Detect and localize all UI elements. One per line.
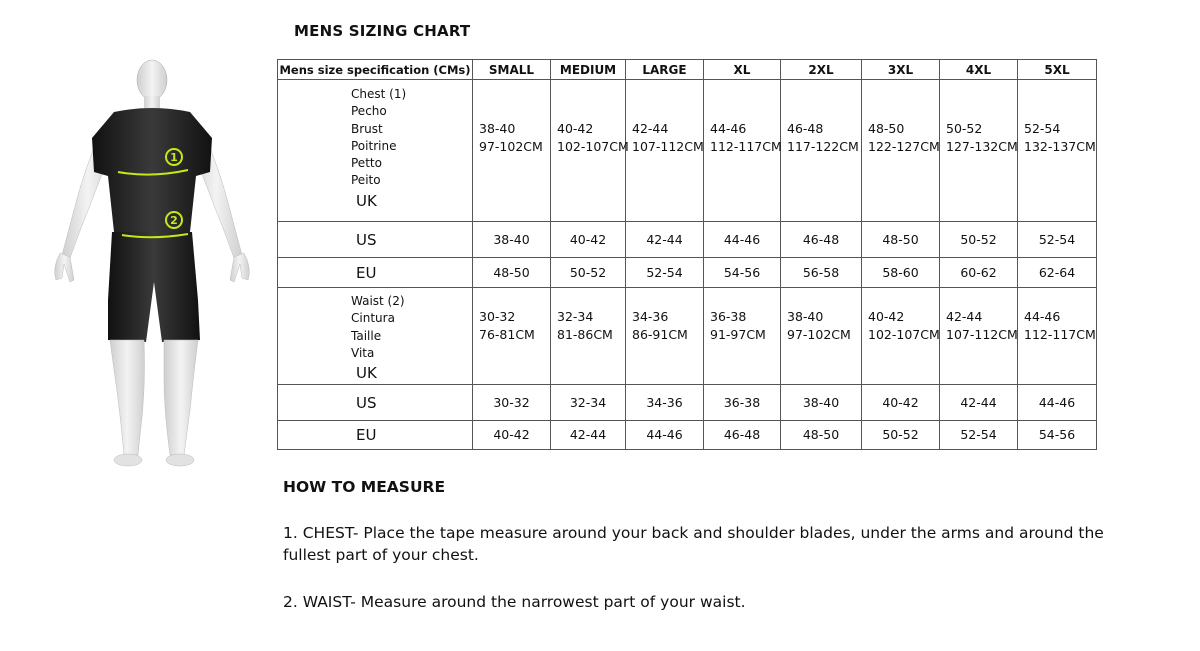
waist-label-cell xyxy=(278,288,473,385)
how-to-measure-heading: HOW TO MEASURE xyxy=(283,478,446,496)
header-cell: SMALL xyxy=(473,60,551,80)
chest-label: Petto xyxy=(351,156,382,171)
table-cell: 60-62 xyxy=(940,258,1018,288)
table-cell: 42-44 107-112CM xyxy=(940,288,1018,385)
chest-instruction: 1. CHEST- Place the tape measure around your back and shoulder blades, under the arms and around the fullest part of your chest. xyxy=(283,524,1104,564)
table-cell: 50-52 127-132CM xyxy=(940,80,1018,222)
table-cell: 30-32 xyxy=(473,385,551,421)
table-cell: 56-58 xyxy=(781,258,862,288)
table-cell: 44-46 xyxy=(1018,385,1097,421)
table-cell: 52-54 xyxy=(940,421,1018,450)
table-cell: 58-60 xyxy=(862,258,940,288)
chest-us-row xyxy=(278,222,1097,258)
table-cell: 44-46 xyxy=(704,222,781,258)
table-cell: 44-46 112-117CM xyxy=(1018,288,1097,385)
table-cell: 38-40 97-102CM xyxy=(781,288,862,385)
waist-uk-label: UK xyxy=(356,364,377,383)
waist-us-row xyxy=(278,385,1097,421)
table-cell: 42-44 107-112CM xyxy=(626,80,704,222)
table-cell: 40-42 xyxy=(862,385,940,421)
table-cell: 46-48 xyxy=(704,421,781,450)
table-cell: 50-52 xyxy=(940,222,1018,258)
table-cell: 54-56 xyxy=(704,258,781,288)
header-cell: Mens size specification (CMs) xyxy=(278,60,473,80)
chest-eu-label: EU xyxy=(278,258,473,288)
chest-eu-row xyxy=(278,258,1097,288)
table-cell: 30-32 76-81CM xyxy=(473,288,551,385)
table-cell: 40-42 102-107CM xyxy=(551,80,626,222)
waist-uk-row xyxy=(278,288,1097,385)
table-cell: 34-36 xyxy=(626,385,704,421)
sizing-table xyxy=(277,59,1097,450)
table-cell: 52-54 132-137CM xyxy=(1018,80,1097,222)
table-cell: 50-52 xyxy=(862,421,940,450)
header-row xyxy=(278,60,1097,80)
waist-label: Vita xyxy=(351,345,375,360)
chest-label: Chest (1) xyxy=(351,87,407,101)
chest-uk-row xyxy=(278,80,1097,222)
table-cell: 42-44 xyxy=(551,421,626,450)
table-cell: 40-42 xyxy=(473,421,551,450)
chest-label: Poitrine xyxy=(351,138,397,153)
waist-us-label: US xyxy=(278,385,473,421)
chest-marker-label: 1 xyxy=(170,151,178,164)
header-cell: MEDIUM xyxy=(551,60,626,80)
table-cell: 36-38 91-97CM xyxy=(704,288,781,385)
table-cell: 34-36 86-91CM xyxy=(626,288,704,385)
header-cell: 5XL xyxy=(1018,60,1097,80)
page-title: MENS SIZING CHART xyxy=(294,22,471,40)
waist-eu-row xyxy=(278,421,1097,450)
waist-eu-label: EU xyxy=(278,421,473,450)
table-cell: 48-50 xyxy=(473,258,551,288)
chest-label: Peito xyxy=(351,173,381,188)
table-cell: 44-46 xyxy=(626,421,704,450)
table-cell: 50-52 xyxy=(551,258,626,288)
chest-label-cell xyxy=(278,80,473,222)
waist-label: Taille xyxy=(351,328,382,343)
body-figure-illustration xyxy=(40,50,270,470)
header-cell: XL xyxy=(704,60,781,80)
header-cell: 3XL xyxy=(862,60,940,80)
table-cell: 38-40 xyxy=(781,385,862,421)
table-cell: 54-56 xyxy=(1018,421,1097,450)
table-cell: 46-48 xyxy=(781,222,862,258)
table-cell: 42-44 xyxy=(940,385,1018,421)
chest-us-label: US xyxy=(278,222,473,258)
table-cell: 40-42 xyxy=(551,222,626,258)
table-cell: 48-50 122-127CM xyxy=(862,80,940,222)
table-cell: 36-38 xyxy=(704,385,781,421)
table-cell: 44-46 112-117CM xyxy=(704,80,781,222)
table-cell: 42-44 xyxy=(626,222,704,258)
chest-label: Pecho xyxy=(351,104,387,119)
waist-label: Waist (2) xyxy=(351,294,405,308)
waist-marker-label: 2 xyxy=(170,214,178,227)
table-cell: 48-50 xyxy=(781,421,862,450)
table-cell: 52-54 xyxy=(1018,222,1097,258)
table-cell: 62-64 xyxy=(1018,258,1097,288)
table-cell: 52-54 xyxy=(626,258,704,288)
waist-label: Cintura xyxy=(351,311,395,326)
table-cell: 32-34 xyxy=(551,385,626,421)
chest-uk-label: UK xyxy=(356,191,377,210)
chest-label: Brust xyxy=(351,121,383,136)
header-cell: LARGE xyxy=(626,60,704,80)
waist-instruction: 2. WAIST- Measure around the narrowest part of your waist. xyxy=(283,593,746,611)
header-cell: 4XL xyxy=(940,60,1018,80)
table-cell: 32-34 81-86CM xyxy=(551,288,626,385)
header-cell: 2XL xyxy=(781,60,862,80)
table-cell: 38-40 xyxy=(473,222,551,258)
table-cell: 48-50 xyxy=(862,222,940,258)
table-cell: 38-40 97-102CM xyxy=(473,80,551,222)
table-cell: 46-48 117-122CM xyxy=(781,80,862,222)
table-cell: 40-42 102-107CM xyxy=(862,288,940,385)
